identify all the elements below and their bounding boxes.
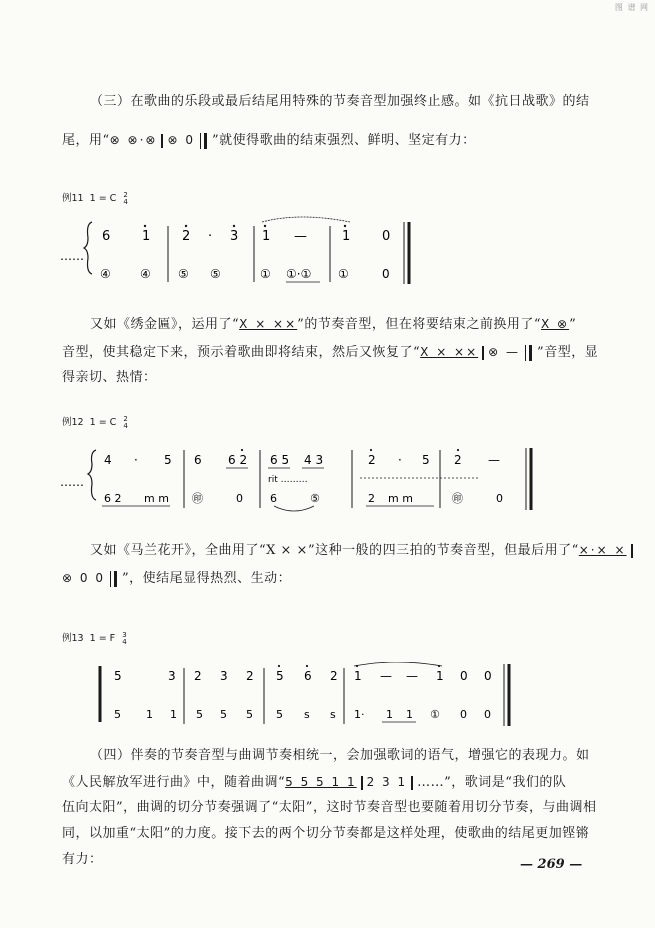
time-signature — [123, 192, 127, 206]
note: 1 — [262, 229, 271, 244]
text-run: ……”，歌词是“我们的队 — [417, 775, 567, 790]
note: 3 — [230, 229, 239, 244]
chord-symbol: ① — [338, 267, 349, 281]
rest: 0 — [382, 267, 390, 281]
slur — [274, 506, 314, 511]
note: 5 — [276, 669, 284, 683]
page-number: — 269 — — [520, 857, 583, 872]
time-signature — [122, 632, 126, 646]
final-barline — [525, 345, 532, 361]
example-13-score — [96, 662, 526, 732]
paragraph-4-line-3: 伍向太阳”，曲调的切分节奏强调了“太阳”，这时节奏音型也要随着用切分节奏，与曲调相 — [62, 800, 597, 815]
inline-rhythm-notation: ⊗ ⊗·⊗ — [109, 133, 158, 147]
text-run: ”，使结尾显得热烈、生动： — [121, 571, 292, 586]
rest: 0 — [484, 708, 491, 721]
bass-figure: ㊞ — [452, 492, 463, 505]
chord-symbol: ④ — [140, 267, 151, 281]
brace — [88, 450, 96, 500]
barline — [482, 346, 484, 360]
bass-note: 5 — [114, 708, 121, 721]
barline — [631, 544, 633, 558]
leader-dots: …… — [60, 249, 84, 263]
octave-dots — [144, 225, 346, 227]
dot: · — [134, 453, 138, 467]
paragraph-2-line-2 — [62, 338, 599, 367]
note: 6 — [102, 229, 111, 244]
time-top: 2 — [123, 190, 128, 199]
key-signature: 1 = F — [89, 633, 116, 644]
barline — [411, 776, 413, 790]
rest: 0 — [484, 669, 492, 683]
bass-figure: ㊞ — [192, 492, 203, 505]
note: 2 — [454, 453, 462, 467]
inline-rhythm-notation: ⊗ 0 — [167, 133, 195, 147]
example-12-label — [62, 414, 128, 430]
text-run: 尾，用“ — [62, 133, 110, 148]
bass-figure: 2 — [368, 492, 375, 505]
chord-symbol: ①·① — [286, 267, 312, 281]
bass-note: s — [330, 708, 336, 721]
paragraph-4-line-5: 有力： — [62, 852, 103, 867]
inline-rhythm-notation: 5 5 5 1 1 — [285, 775, 357, 789]
bass-note: 1· — [354, 708, 365, 721]
final-barline — [110, 571, 117, 587]
dot: · — [208, 229, 213, 244]
barline — [361, 776, 363, 790]
rest: 0 — [496, 492, 503, 505]
bass-note: 5 — [196, 708, 203, 721]
paragraph-3b-line-1 — [90, 536, 627, 565]
note: 1 — [342, 229, 351, 244]
inline-rhythm-notation: 2 3 1 — [366, 775, 408, 789]
octave-dots — [241, 449, 459, 451]
note: 3 — [168, 669, 176, 683]
key-signature: 1 = C — [89, 193, 117, 204]
bass-note: 5 — [246, 708, 253, 721]
text-run: ”音型，显 — [537, 345, 599, 360]
bass-note: 1 — [146, 708, 153, 721]
bass-note: 5 — [220, 708, 227, 721]
bass-figure: ⑤ — [310, 492, 320, 505]
text-run: ”就使得歌曲的结束强烈、鲜明、坚定有力： — [211, 133, 476, 148]
example-number: 例12 — [62, 417, 84, 428]
text-run: 又如《绣金匾》，运用了“ — [90, 317, 240, 332]
tie — [354, 662, 442, 666]
bass-note: ① — [430, 708, 440, 721]
paragraph-4-line-2 — [62, 768, 582, 797]
example-11-score — [60, 212, 420, 292]
paragraph-3-line-2 — [62, 126, 582, 155]
dash: — — [294, 229, 307, 244]
chord-symbol: ① — [260, 267, 271, 281]
note: 6 — [304, 669, 312, 683]
dash: — — [488, 453, 500, 467]
note: 6 — [194, 453, 202, 467]
brace — [84, 222, 92, 274]
time-signature — [123, 416, 127, 430]
inline-rhythm-notation: X ⊗ — [540, 317, 570, 331]
header-watermark: 图 谱 网 — [614, 3, 649, 12]
note: 6 5 — [270, 453, 290, 467]
example-12-score — [60, 440, 540, 520]
chord-symbol: ⑤ — [178, 267, 189, 281]
text-run: ” — [569, 317, 577, 332]
note: 4 — [104, 453, 112, 467]
bass-note: 1 — [406, 708, 413, 721]
note: 5 — [422, 453, 430, 467]
example-number: 例11 — [62, 193, 84, 204]
bass-figure: 6 2 — [104, 492, 122, 505]
chord-symbol: ④ — [100, 267, 111, 281]
paragraph-4-line-1: （四）伴奏的节奏音型与曲调节奏相统一，会加强歌词的语气，增强它的表现力。如 — [90, 748, 590, 763]
paragraph-2-line-1 — [90, 310, 610, 339]
note: 4 3 — [304, 453, 324, 467]
ritardando: rit ……… — [268, 475, 308, 485]
inline-rhythm-notation: ⊗ 0 0 — [62, 571, 105, 585]
note: 5 — [114, 669, 122, 683]
inline-rhythm-notation: ⊗ — — [488, 345, 521, 359]
time-top: 3 — [122, 630, 127, 639]
bass-note: 1 — [386, 708, 393, 721]
paragraph-2-line-3: 得亲切、热情： — [62, 370, 157, 385]
note: 1 — [436, 669, 444, 683]
barline — [161, 134, 163, 148]
note: 1 — [142, 229, 151, 244]
rest: 0 — [460, 669, 468, 683]
note: 2 — [194, 669, 202, 683]
note: 2 — [246, 669, 254, 683]
leader-dots: …… — [60, 475, 84, 489]
inline-rhythm-notation: X × ×× — [239, 317, 298, 331]
key-signature: 1 = C — [89, 417, 117, 428]
note: 3 — [220, 669, 228, 683]
inline-rhythm-notation: ×·× × — [578, 543, 627, 557]
final-barline — [200, 133, 207, 149]
example-13-label — [62, 630, 127, 646]
text-run: 音型，使其稳定下来，预示着歌曲即将结束，然后又恢复了“ — [62, 345, 421, 360]
inline-rhythm-notation: X × ×× — [420, 345, 479, 359]
note: 2 — [330, 669, 338, 683]
bass-note: 1 — [170, 708, 177, 721]
bass-figure: m m — [144, 492, 169, 505]
paragraph-4-line-4: 同，以加重“太阳”的力度。接下去的两个切分节奏都是这样处理，使歌曲的结尾更加铿锵 — [62, 826, 590, 841]
dot: · — [398, 453, 402, 467]
dash: — — [380, 669, 392, 683]
example-11-label — [62, 190, 128, 206]
time-bottom: 4 — [122, 637, 127, 646]
time-top: 2 — [123, 414, 128, 423]
note: 2 — [368, 453, 376, 467]
bass-figure: m m — [388, 492, 413, 505]
text-run: ”的节奏音型，但在将要结束之前换用了“ — [297, 317, 541, 332]
time-bottom: 4 — [123, 421, 128, 430]
dash: — — [406, 669, 418, 683]
rest: 0 — [236, 492, 243, 505]
bass-note: 5 — [276, 708, 283, 721]
rest: 0 — [382, 229, 391, 244]
paragraph-3b-line-2 — [62, 564, 582, 593]
example-number: 例13 — [62, 633, 84, 644]
note: 5 — [164, 453, 172, 467]
note: 2 — [182, 229, 191, 244]
chord-symbol: ⑤ — [210, 267, 221, 281]
rest: 0 — [460, 708, 467, 721]
note: 6 2 — [228, 453, 248, 467]
paragraph-3-line-1: （三）在歌曲的乐段或最后结尾用特殊的节奏音型加强终止感。如《抗日战歌》的结 — [90, 94, 590, 109]
note: 1 — [354, 669, 362, 683]
time-bottom: 4 — [123, 197, 128, 206]
tie — [262, 217, 350, 222]
bass-figure: 6 — [270, 492, 277, 505]
bass-note: s — [304, 708, 310, 721]
text-run: 又如《马兰花开》，全曲用了“X × ×”这种一般的四三拍的节奏音型，但最后用了“ — [90, 543, 579, 558]
text-run: 《人民解放军进行曲》中，随着曲调“ — [62, 775, 286, 790]
